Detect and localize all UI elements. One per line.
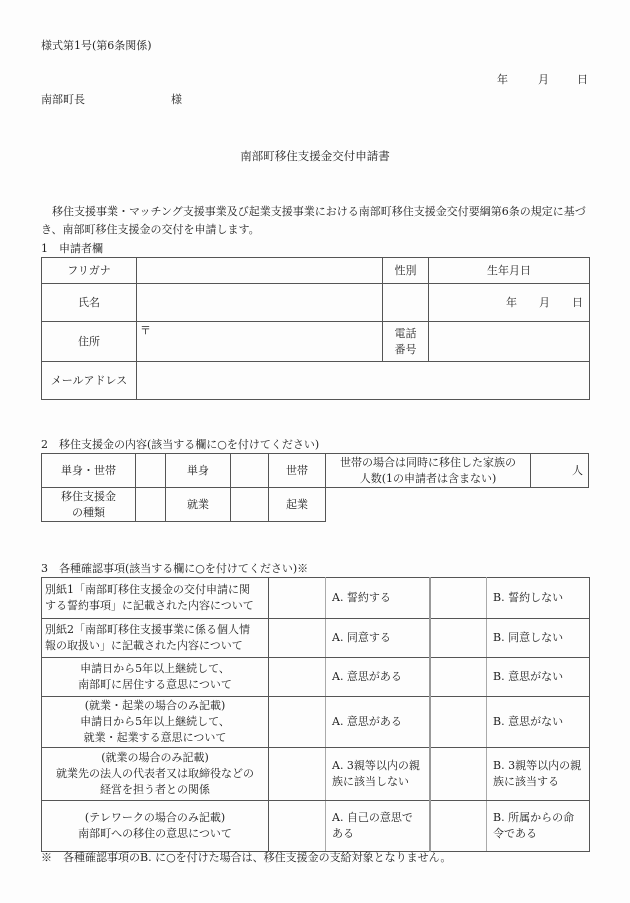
option-b-label bbox=[487, 801, 590, 852]
date-month-label: 月 bbox=[538, 73, 549, 86]
section1-heading: 1 申請者欄 bbox=[41, 242, 103, 255]
email-field[interactable] bbox=[137, 362, 590, 400]
single-mark-cell[interactable] bbox=[136, 454, 166, 488]
label-line: 移住支援金 bbox=[61, 489, 116, 503]
confirmation-row bbox=[42, 748, 590, 801]
confirmation-item bbox=[42, 658, 269, 697]
employment-option: 就業 bbox=[166, 488, 231, 522]
confirmation-row bbox=[42, 578, 590, 619]
family-count-note bbox=[326, 454, 531, 488]
option-a-label bbox=[326, 578, 430, 619]
employment-mark-cell[interactable] bbox=[136, 488, 166, 522]
address-label: 住所 bbox=[42, 322, 137, 362]
option-b-label bbox=[487, 658, 590, 697]
option-b-mark-cell[interactable] bbox=[430, 748, 487, 801]
furigana-label: フリガナ bbox=[42, 258, 137, 284]
confirmation-item bbox=[42, 578, 269, 619]
text-line: 令である bbox=[493, 827, 537, 840]
text-line: 南部町に居住する意思について bbox=[78, 678, 232, 691]
option-a-label bbox=[326, 801, 430, 852]
document-title: 南部町移住支援金交付申請書 bbox=[240, 149, 390, 163]
text-line: A. 意思がある bbox=[332, 670, 402, 683]
email-label: メールアドレス bbox=[42, 362, 137, 400]
option-a-label bbox=[326, 697, 430, 748]
option-b-mark-cell[interactable] bbox=[430, 619, 487, 658]
submission-date[interactable] bbox=[497, 71, 588, 87]
text-line: 南部町への移住の意思について bbox=[78, 827, 232, 840]
confirmation-row bbox=[42, 697, 590, 748]
addressee-name: 南部町長 bbox=[41, 93, 85, 106]
addressee-honorific: 様 bbox=[171, 93, 182, 106]
support-content-table bbox=[41, 453, 589, 522]
date-year-label: 年 bbox=[497, 73, 508, 86]
birthdate-label: 生年月日 bbox=[429, 258, 590, 284]
text-line: 族に該当する bbox=[493, 775, 559, 788]
text-line: A. 意思がある bbox=[332, 715, 402, 728]
option-b-label bbox=[487, 697, 590, 748]
option-a-label bbox=[326, 619, 430, 658]
option-b-label bbox=[487, 578, 590, 619]
text-line: (就業の場合のみ記載) bbox=[101, 751, 209, 764]
option-a-label bbox=[326, 658, 430, 697]
name-field[interactable] bbox=[137, 284, 383, 322]
text-line: B. 誓約しない bbox=[493, 591, 564, 604]
label-line: の種類 bbox=[72, 505, 105, 519]
text-line: 就業先の法人の代表者又は取締役などの bbox=[56, 767, 254, 780]
furigana-field[interactable] bbox=[137, 258, 383, 284]
confirmation-item bbox=[42, 697, 269, 748]
startup-option: 起業 bbox=[269, 488, 326, 522]
footnote: ※ 各種確認事項のB. に○を付けた場合は、移住支援金の支給対象となりません。 bbox=[41, 851, 452, 864]
form-number: 様式第1号(第6条関係) bbox=[41, 39, 152, 52]
note-line: 人数(1の申請者は含まない) bbox=[359, 471, 497, 485]
text-line: A. 3親等以内の親 bbox=[332, 759, 420, 772]
postal-mark: 〒 bbox=[140, 324, 151, 337]
table-row bbox=[42, 322, 590, 362]
text-line: B. 同意しない bbox=[493, 631, 564, 644]
household-type-label: 単身・世帯 bbox=[42, 454, 136, 488]
option-a-mark-cell[interactable] bbox=[269, 748, 326, 801]
text-line: ある bbox=[332, 827, 354, 840]
text-line: A. 自己の意思で bbox=[332, 811, 413, 824]
confirmation-item bbox=[42, 619, 269, 658]
table-row bbox=[42, 362, 590, 400]
family-count-field[interactable] bbox=[531, 454, 589, 488]
option-a-mark-cell[interactable] bbox=[269, 801, 326, 852]
phone-label-line: 電話 bbox=[394, 326, 417, 340]
gender-field[interactable] bbox=[383, 284, 429, 322]
text-line: B. 意思がない bbox=[493, 715, 564, 728]
startup-mark-cell[interactable] bbox=[231, 488, 269, 522]
gender-label: 性別 bbox=[383, 258, 429, 284]
option-a-mark-cell[interactable] bbox=[269, 697, 326, 748]
section2-heading: 2 移住支援金の内容(該当する欄に○を付けてください) bbox=[41, 438, 320, 451]
text-line: 就業・起業する意思について bbox=[83, 731, 227, 744]
text-line: 別紙2「南部町移住支援事業に係る個人情 bbox=[45, 623, 250, 636]
text-line: A. 誓約する bbox=[332, 591, 391, 604]
person-unit: 人 bbox=[572, 463, 583, 477]
table-row bbox=[42, 258, 590, 284]
option-a-mark-cell[interactable] bbox=[269, 578, 326, 619]
single-option: 単身 bbox=[166, 454, 231, 488]
confirmation-table bbox=[41, 577, 590, 852]
option-a-label bbox=[326, 748, 430, 801]
option-b-mark-cell[interactable] bbox=[430, 578, 487, 619]
dob-month-label: 月 bbox=[539, 295, 550, 309]
confirmation-row bbox=[42, 619, 590, 658]
option-b-label bbox=[487, 748, 590, 801]
empty-cell bbox=[326, 488, 531, 522]
text-line: A. 同意する bbox=[332, 631, 391, 644]
phone-label bbox=[383, 322, 429, 362]
applicant-table bbox=[41, 257, 590, 400]
option-b-mark-cell[interactable] bbox=[430, 697, 487, 748]
confirmation-item bbox=[42, 801, 269, 852]
text-line: 報の取扱い」に記載された内容について bbox=[45, 639, 243, 652]
date-day-label: 日 bbox=[577, 73, 588, 86]
option-b-label bbox=[487, 619, 590, 658]
table-row bbox=[42, 284, 590, 322]
text-line: する誓約事項」に記載された内容について bbox=[45, 599, 254, 612]
dob-day-label: 日 bbox=[572, 295, 583, 309]
section3-heading: 3 各種確認事項(該当する欄に○を付けてください)※ bbox=[41, 562, 309, 575]
text-line: B. 意思がない bbox=[493, 670, 564, 683]
household-mark-cell[interactable] bbox=[231, 454, 269, 488]
name-label: 氏名 bbox=[42, 284, 137, 322]
text-line: 経営を担う者との関係 bbox=[100, 783, 210, 796]
addressee bbox=[41, 91, 182, 107]
option-b-mark-cell[interactable] bbox=[430, 801, 487, 852]
phone-label-line: 番号 bbox=[394, 342, 417, 356]
text-line: 申請日から5年以上継続して、 bbox=[80, 662, 230, 675]
text-line: B. 3親等以内の親 bbox=[493, 759, 582, 772]
note-line: 世帯の場合は同時に移住した家族の bbox=[340, 455, 516, 469]
address-field[interactable] bbox=[137, 322, 383, 362]
birthdate-field[interactable] bbox=[429, 284, 590, 322]
option-a-mark-cell[interactable] bbox=[269, 658, 326, 697]
support-type-label bbox=[42, 488, 136, 522]
confirmation-row bbox=[42, 658, 590, 697]
household-option: 世帯 bbox=[269, 454, 326, 488]
table-row bbox=[42, 488, 589, 522]
text-line: (就業・起業の場合のみ記載) bbox=[84, 699, 226, 712]
empty-cell bbox=[531, 488, 589, 522]
text-line: 申請日から5年以上継続して、 bbox=[80, 715, 230, 728]
text-line: 族に該当しない bbox=[332, 775, 409, 788]
dob-year-label: 年 bbox=[506, 295, 517, 309]
confirmation-item bbox=[42, 748, 269, 801]
intro-paragraph: 移住支援事業・マッチング支援事業及び起業支援事業における南部町移住支援金交付要綱第6条の規定に基づき、南部町移住支援金の交付を申請します。 bbox=[41, 205, 586, 236]
confirmation-row bbox=[42, 801, 590, 852]
text-line: 別紙1「南部町移住支援金の交付申請に関 bbox=[45, 583, 250, 596]
option-a-mark-cell[interactable] bbox=[269, 619, 326, 658]
table-row bbox=[42, 454, 589, 488]
text-line: (テレワークの場合のみ記載) bbox=[84, 811, 226, 824]
text-line: B. 所属からの命 bbox=[493, 811, 575, 824]
phone-field[interactable] bbox=[429, 322, 590, 362]
option-b-mark-cell[interactable] bbox=[430, 658, 487, 697]
